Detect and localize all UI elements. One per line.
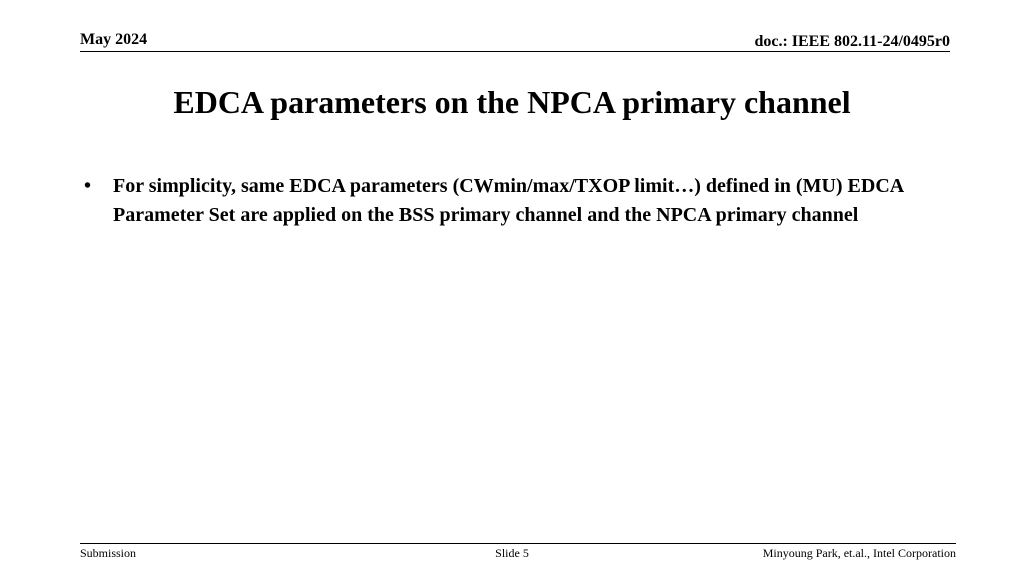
footer-slide-number: Slide 5: [495, 546, 529, 560]
footer-divider: [80, 543, 956, 544]
header-divider: [80, 51, 950, 52]
footer-author: Minyoung Park, et.al., Intel Corporation: [762, 546, 956, 560]
bullet-list: [84, 172, 924, 230]
bullet-text: For simplicity, same EDCA parameters (CWmin/max/TXOP limit…) defined in (MU) EDCA Parameter Set are applied on the BSS primary channel and the NPCA primary channel: [113, 175, 904, 226]
header-date: May 2024: [80, 31, 148, 48]
header-doc-id: doc.: IEEE 802.11-24/0495r0: [754, 33, 950, 50]
bullet-marker: •: [84, 175, 92, 197]
bullet-item: [84, 172, 924, 230]
slide-title: EDCA parameters on the NPCA primary channel: [173, 84, 851, 120]
footer-submission: Submission: [80, 546, 137, 560]
